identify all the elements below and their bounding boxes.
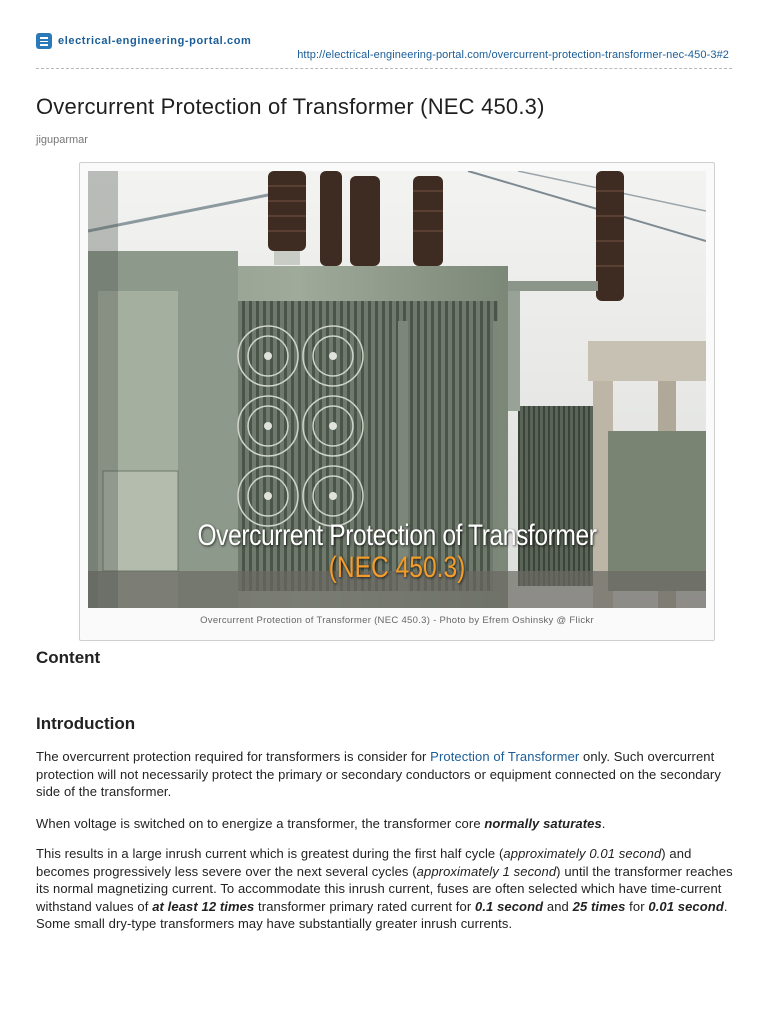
content-heading: Content bbox=[36, 648, 101, 667]
paragraph-1 bbox=[36, 748, 736, 801]
page-url[interactable]: http://electrical-engineering-portal.com/overcurrent-protection-transformer-nec-450-3#2 bbox=[297, 49, 729, 61]
site-header bbox=[36, 33, 251, 49]
p3-text: and bbox=[543, 898, 573, 914]
p3-text: for bbox=[625, 898, 649, 914]
p3-italic-2: approximately 1 second bbox=[416, 863, 557, 879]
p2-emphasis: normally saturates bbox=[484, 816, 602, 831]
document-icon bbox=[36, 33, 52, 49]
header-divider bbox=[36, 68, 732, 69]
p3-text: ) until the transformer reaches its normal magnetizing current. To accommodate this inrush current, fuses are often selected which have time-current withstand values of bbox=[36, 863, 733, 914]
p2-text-start: When voltage is switched on to energize a transformer, the transformer core bbox=[36, 816, 485, 831]
page-title: Overcurrent Protection of Transformer (NEC 450.3) bbox=[36, 94, 545, 119]
paragraph-2 bbox=[36, 815, 736, 833]
p3-bold-2: 0.1 second bbox=[474, 898, 544, 914]
p3-italic-1: approximately 0.01 second bbox=[503, 846, 662, 861]
author-name: jiguparmar bbox=[36, 134, 88, 146]
article-figure bbox=[79, 162, 715, 641]
p3-text: This results in a large inrush current which is greatest during the first half cycle ( bbox=[36, 846, 504, 861]
introduction-heading: Introduction bbox=[36, 714, 136, 733]
transformer-photo bbox=[88, 171, 706, 608]
p1-text-end: only. Such overcurrent protection will not necessarily protect the primary or secondary conductors or equipment connected on the secondary side of the transformer. bbox=[36, 749, 721, 799]
image-overlay-subtitle: (NEC 450.3) bbox=[328, 551, 466, 584]
p1-text-start: The overcurrent protection required for transformers is consider for bbox=[36, 749, 431, 764]
p2-text-end: . bbox=[601, 816, 606, 831]
paragraph-3 bbox=[36, 845, 736, 933]
p3-text: . Some small dry-type transformers may have substantially greater inrush currents. bbox=[36, 898, 728, 931]
image-overlay-title: Overcurrent Protection of Transformer bbox=[197, 519, 597, 552]
site-name[interactable]: electrical-engineering-portal.com bbox=[58, 35, 252, 47]
p3-text: ) and becomes progressively less severe over the next several cycles ( bbox=[36, 846, 692, 879]
p3-bold-1: at least 12 times bbox=[152, 898, 255, 914]
protection-of-transformer-link[interactable]: Protection of Transformer bbox=[430, 749, 580, 764]
p3-text: transformer primary rated current for bbox=[254, 898, 475, 914]
p3-bold-3: 25 times bbox=[572, 898, 626, 914]
image-caption: Overcurrent Protection of Transformer (NEC 450.3) - Photo by Efrem Oshinsky @ Flickr bbox=[200, 615, 594, 626]
p3-bold-4: 0.01 second bbox=[648, 898, 724, 914]
